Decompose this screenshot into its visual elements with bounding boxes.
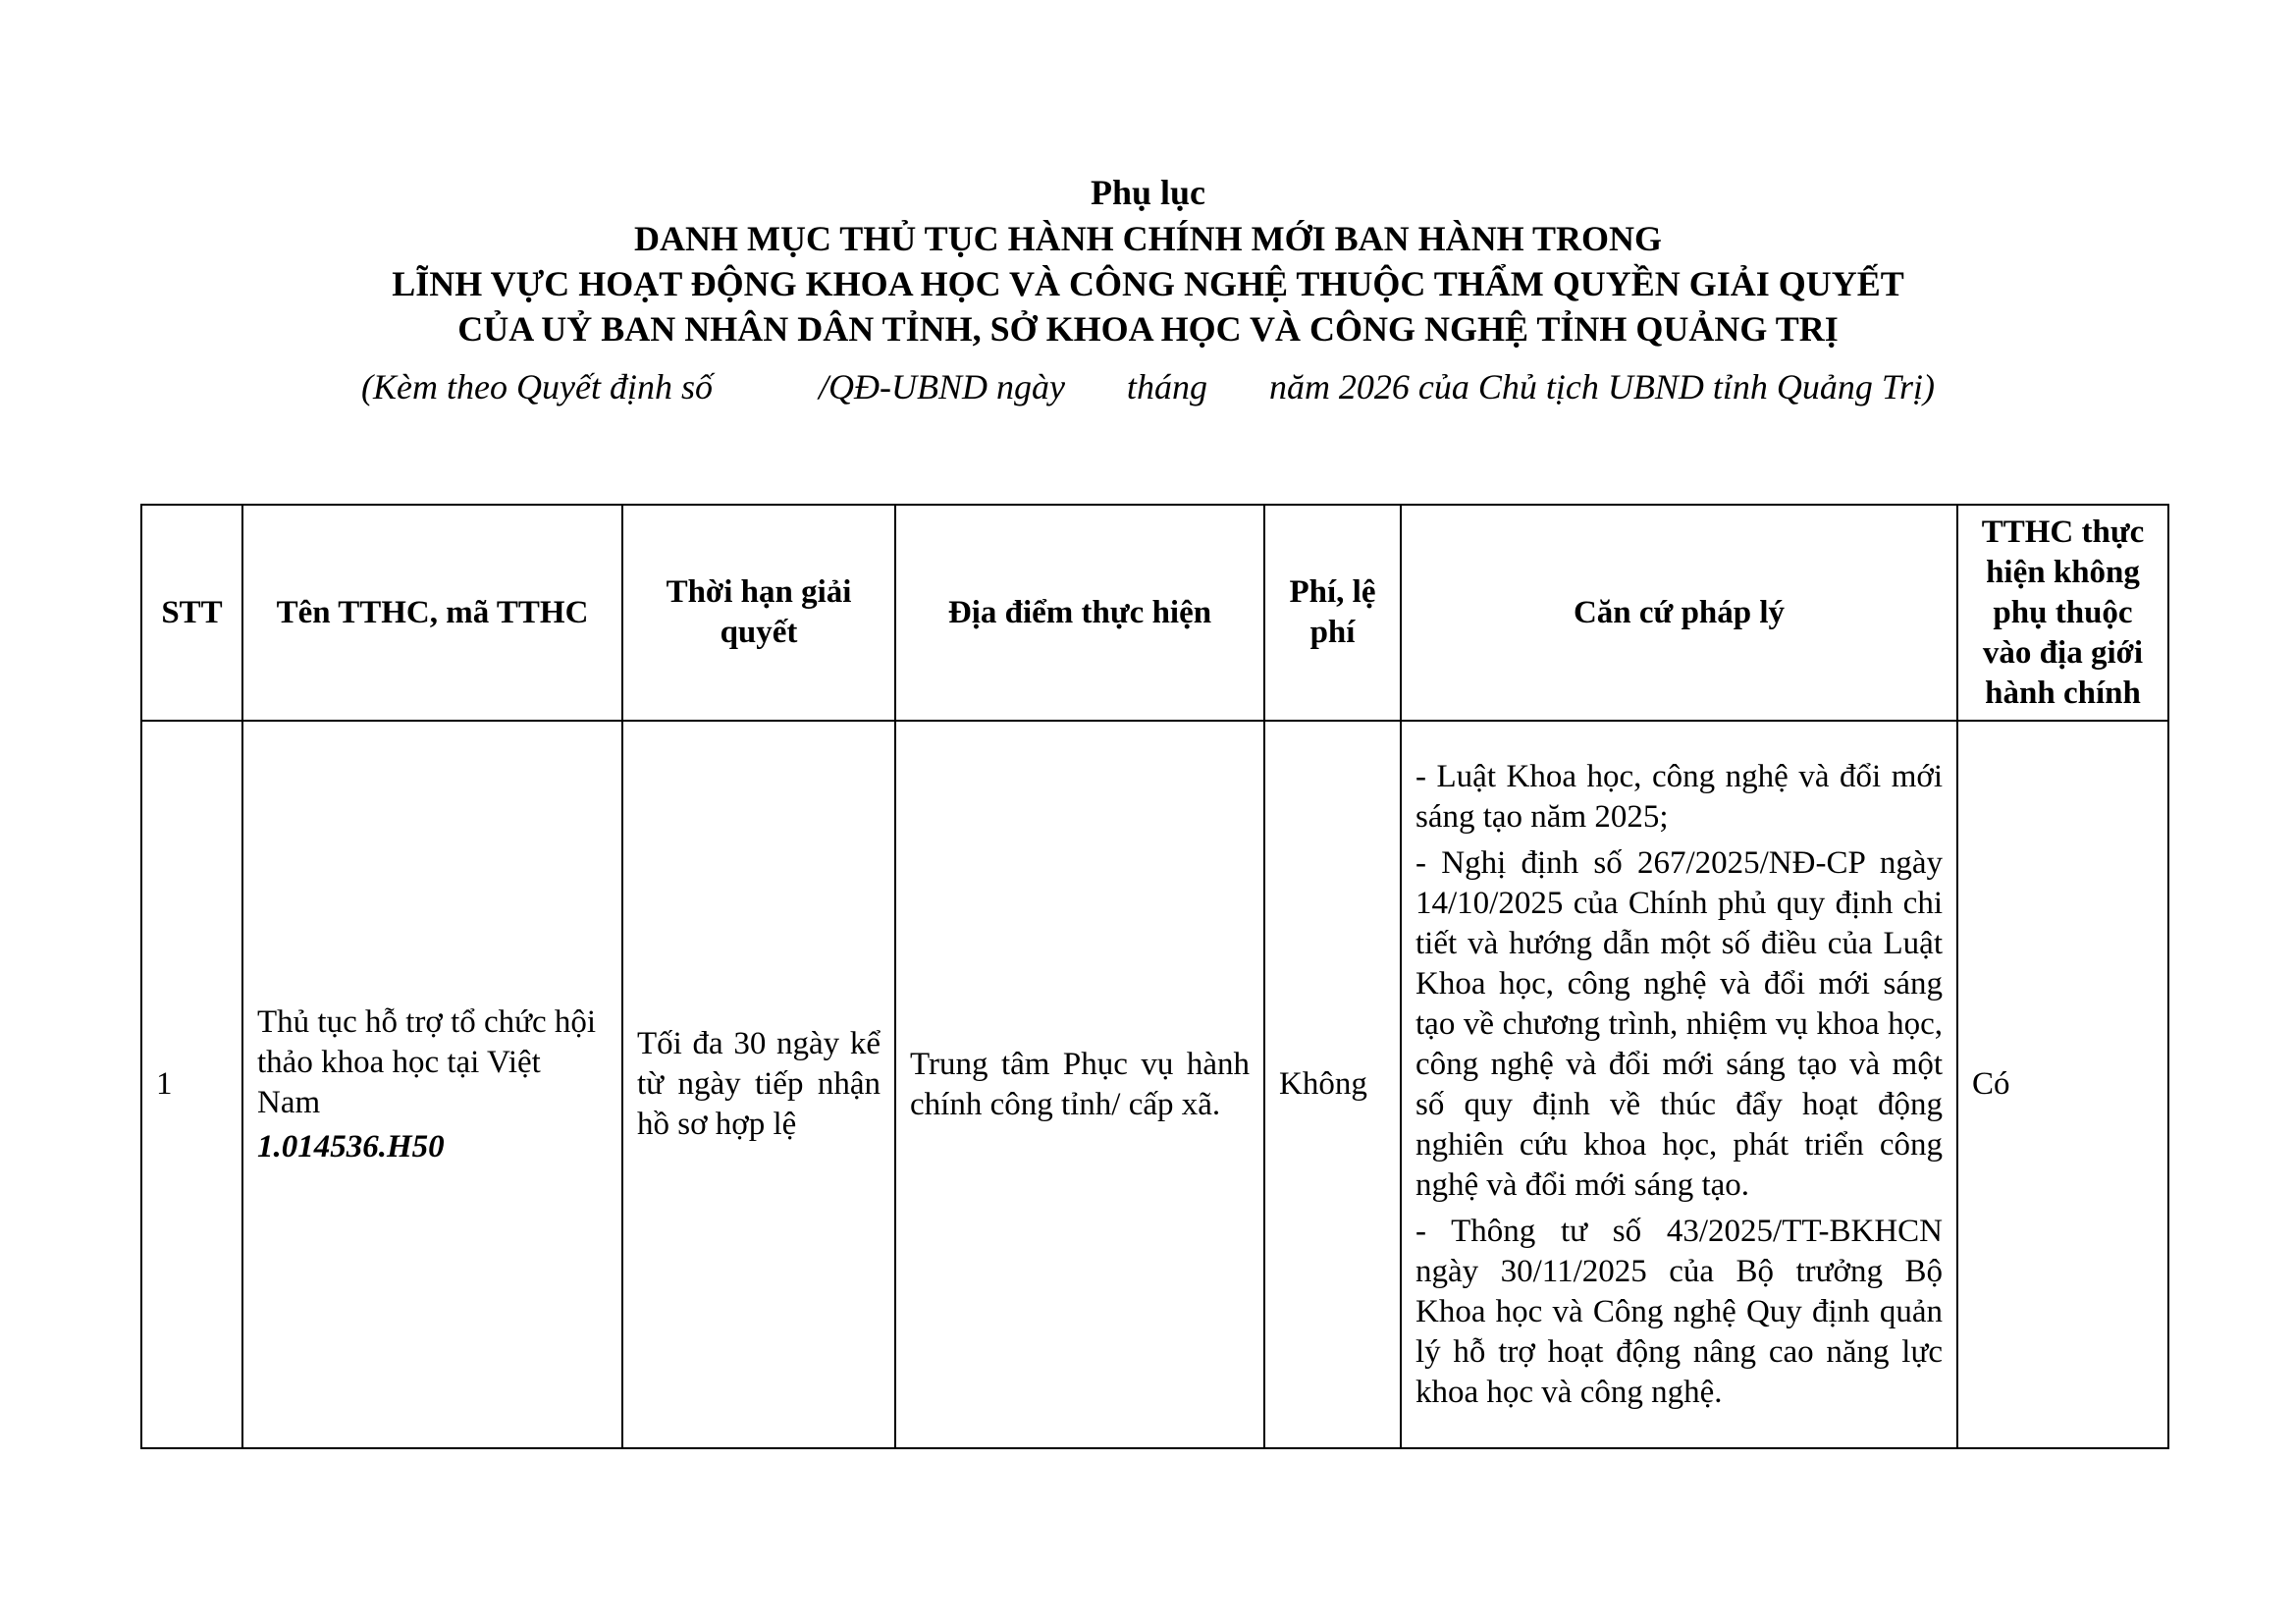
header-deadline: Thời hạn giải quyết [622,505,895,721]
cell-location: Trung tâm Phục vụ hành chính công tỉnh/ cấp xã. [895,721,1264,1448]
cell-legal-basis [1401,721,1957,1448]
cell-fee: Không [1264,721,1401,1448]
table-header-row [141,505,2168,721]
header-stt: STT [141,505,242,721]
header-procedure-name: Tên TTHC, mã TTHC [242,505,622,721]
procedures-table [140,504,2169,1449]
header-location: Địa điểm thực hiện [895,505,1264,721]
cell-no-admin-boundary: Có [1957,721,2168,1448]
cell-deadline: Tối đa 30 ngày kể từ ngày tiếp nhận hồ sơ hợp lệ [622,721,895,1448]
decision-reference: (Kèm theo Quyết định số /QĐ-UBND ngày tháng năm 2026 của Chủ tịch UBND tỉnh Quảng Trị) [361,367,1935,406]
procedure-code: 1.014536.H50 [257,1128,445,1164]
document-title-line-1: DANH MỤC THỦ TỤC HÀNH CHÍNH MỚI BAN HÀNH TRONG [633,219,1663,258]
appendix-title: Phụ lục [1090,173,1206,212]
legal-basis-item: - Thông tư số 43/2025/TT-BKHCN ngày 30/11/2025 của Bộ trưởng Bộ Khoa học và Công nghệ Quy định quản lý hỗ trợ hoạt động nâng cao năng lực khoa học và công nghệ. [1415,1213,1943,1410]
cell-stt: 1 [141,721,242,1448]
document-title-line-2: LĨNH VỰC HOẠT ĐỘNG KHOA HỌC VÀ CÔNG NGHỆ THUỘC THẨM QUYỀN GIẢI QUYẾT [392,264,1904,303]
document-title-line-3: CỦA UỶ BAN NHÂN DÂN TỈNH, SỞ KHOA HỌC VÀ CÔNG NGHỆ TỈNH QUẢNG TRỊ [457,309,1839,349]
legal-basis-item: - Luật Khoa học, công nghệ và đổi mới sáng tạo năm 2025; [1415,758,1943,835]
legal-basis-item: - Nghị định số 267/2025/NĐ-CP ngày 14/10/2025 của Chính phủ quy định chi tiết và hướng dẫn một số điều của Luật Khoa học, công nghệ và đổi mới sáng tạo về chương trình, nhiệm vụ khoa học, công nghệ và đổi mới sáng tạo và một số quy định về thúc đẩy hoạt động nghiên cứu khoa học, phát triển công nghệ và đổi mới sáng tạo. [1415,844,1943,1203]
header-legal-basis: Căn cứ pháp lý [1401,505,1957,721]
cell-procedure [242,721,622,1448]
header-fee: Phí, lệ phí [1264,505,1401,721]
header-no-admin-boundary: TTHC thực hiện không phụ thuộc vào địa giới hành chính [1957,505,2168,721]
table-row [141,721,2168,1448]
document-header [0,169,2296,410]
procedure-name: Thủ tục hỗ trợ tổ chức hội thảo khoa học tại Việt Nam [257,1003,597,1120]
